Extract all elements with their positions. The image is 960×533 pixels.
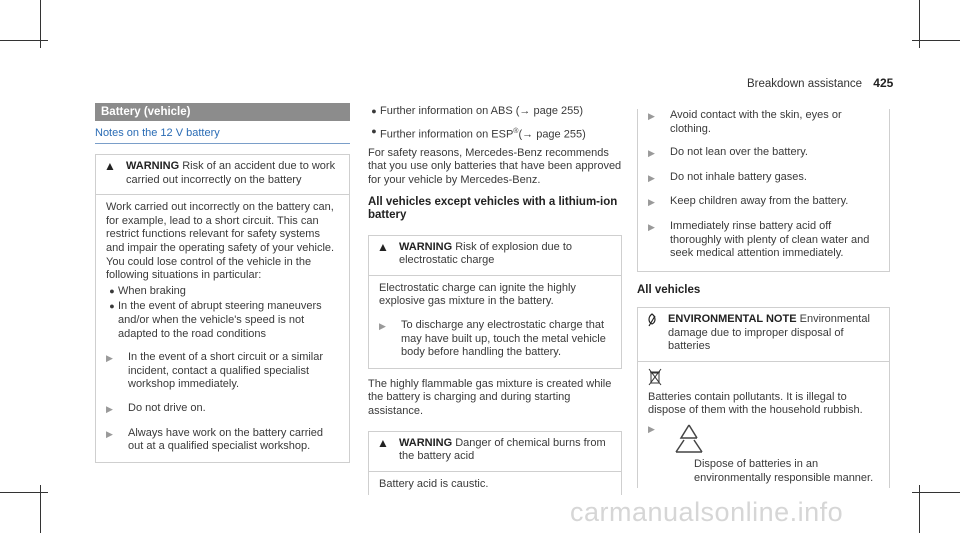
- action-step: ▶ Always have work on the battery carried out at a qualified specialist workshop.: [106, 426, 324, 453]
- warning-triangle-icon: ▲: [377, 239, 389, 254]
- warning-body: Electrostatic charge can ignite the highly explosive gas mixture in the battery. ▶ To discharge any electrostatic charge that may have built up, touch the metal vehicle body before handling the battery.: [369, 276, 621, 368]
- subsection-title: Notes on the 12 V battery: [95, 127, 350, 144]
- middle-column: [368, 103, 622, 495]
- warning-continuation-box: [637, 109, 890, 272]
- action-step: ▶ Do not inhale battery gases.: [648, 171, 881, 186]
- list-item: ● Further information on ESP®(→ page 255): [368, 125, 622, 142]
- action-step: ▶ In the event of a short circuit or a similar incident, contact a qualified specialist workshop immediately.: [106, 351, 324, 391]
- crop-mark: [912, 40, 960, 41]
- paragraph: The highly flammable gas mixture is created while the battery is charging and during starting assistance.: [368, 377, 612, 417]
- crop-mark: [912, 492, 960, 493]
- warning-paragraph: You could lose control of the vehicle in the following situations in particular:: [106, 255, 312, 282]
- warning-body: [96, 195, 349, 462]
- list-item: ● When braking: [106, 285, 341, 299]
- section-heading: All vehicles: [637, 283, 701, 296]
- bullet-icon: ●: [371, 125, 377, 136]
- step-arrow-icon: ▶: [106, 428, 113, 439]
- section-title: Battery (vehicle): [95, 103, 350, 121]
- right-column: [637, 103, 890, 488]
- list-item: ● Further information on ABS (→ page 255): [368, 105, 622, 119]
- step-arrow-icon: ▶: [648, 111, 655, 121]
- crop-mark: [0, 40, 48, 41]
- action-step: ▶ Do not drive on.: [106, 402, 341, 417]
- warning-paragraph: Work carried out incorrectly on the battery can, for example, lead to a short circuit. This can restrict functions relevant for safety systems and impair the operating safety of your vehicle.: [106, 201, 335, 254]
- warning-header: ▲ WARNING Danger of chemical burns from the battery acid: [369, 432, 621, 472]
- step-arrow-icon: ▶: [106, 403, 113, 414]
- bullet-icon: ●: [109, 301, 115, 312]
- step-arrow-icon: ▶: [648, 423, 655, 434]
- action-step: ▶ Avoid contact with the skin, eyes or clothing.: [648, 109, 842, 135]
- crop-mark: [0, 492, 48, 493]
- warning-triangle-icon: ▲: [377, 435, 389, 450]
- paragraph: For safety reasons, Mercedes-Benz recommends that you use only batteries that have been approved for your vehicle by Mercedes-Benz.: [368, 146, 622, 187]
- warning-box: [368, 431, 622, 496]
- environment-leaf-icon: [646, 313, 660, 354]
- step-arrow-icon: ▶: [648, 197, 655, 208]
- action-step: [648, 422, 881, 463]
- warning-triangle-icon: ▲: [104, 159, 116, 173]
- recycling-icon: [670, 422, 708, 463]
- action-step: ▶ Do not lean over the battery.: [648, 146, 881, 161]
- warning-body: Battery acid is caustic.: [379, 477, 489, 490]
- page-number: 425: [873, 76, 894, 90]
- warning-box: [368, 235, 622, 369]
- action-step: ▶ Keep children away from the battery.: [648, 195, 881, 210]
- step-arrow-icon: ▶: [379, 321, 386, 331]
- warning-text: Risk of an accident due to work carried out incorrectly on the battery: [126, 160, 336, 186]
- crossed-bin-icon: [648, 368, 668, 391]
- action-step: ▶ To discharge any electrostatic charge that may have built up, touch the metal vehicle body before handling the battery.: [379, 319, 606, 359]
- warning-header: [96, 155, 349, 195]
- step-arrow-icon: ▶: [648, 148, 655, 159]
- warning-box: [95, 154, 350, 463]
- step-arrow-icon: ▶: [648, 172, 655, 183]
- paragraph: [648, 368, 881, 391]
- action-step: ▶ Immediately rinse battery acid off thoroughly with plenty of clean water and seek medical attention immediately.: [648, 219, 870, 260]
- warning-label: WARNING: [126, 160, 180, 172]
- section-heading: All vehicles except vehicles with a lithium-ion battery: [368, 195, 618, 222]
- note-header: ENVIRONMENTAL NOTE Environmental damage due to improper disposal of batteries: [638, 308, 889, 362]
- step-arrow-icon: ▶: [106, 353, 113, 364]
- step-arrow-icon: ▶: [648, 221, 655, 232]
- environmental-note-box: [637, 307, 890, 487]
- header-title: Breakdown assistance: [747, 78, 863, 90]
- bullet-icon: ●: [371, 106, 377, 116]
- note-body: Batteries contain pollutants. It is illegal to dispose of them with the household rubbish. ▶ Dispose of batteries in an environmentally responsible manner.: [638, 362, 889, 488]
- list-item: ● In the event of abrupt steering maneuvers and/or when the vehicle's speed is not adapted to the road conditions: [106, 300, 341, 341]
- watermark: carmanualsonline.info: [570, 497, 844, 527]
- running-header: [747, 76, 893, 90]
- left-column: [95, 103, 350, 463]
- bullet-icon: ●: [109, 285, 115, 296]
- warning-header: ▲ WARNING Risk of explosion due to electrostatic charge: [369, 236, 621, 276]
